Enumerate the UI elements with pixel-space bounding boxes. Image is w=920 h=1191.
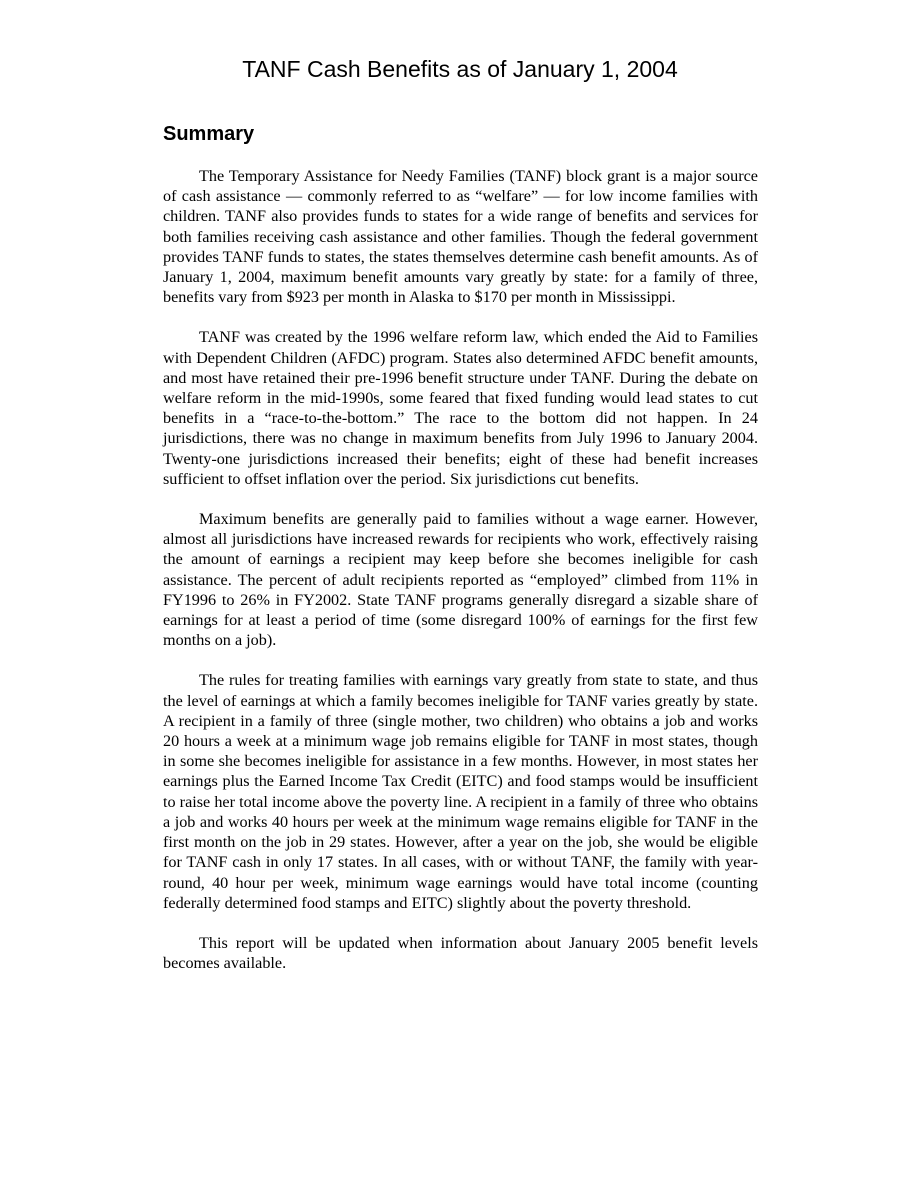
paragraph-work-rewards: Maximum benefits are generally paid to families without a wage earner. However, almost all jurisdictions have increased rewards for recipients who work, effectively raising the amount of earnings a recipient may keep before she becomes ineligible for cash assistance. The percent of adult recipients reported as “employed” climbed from 11% in FY1996 to 26% in FY2002. State TANF programs generally disregard a sizable share of earnings for at least a period of time (some disregard 100% of earnings for the first few months on a job). (163, 510, 758, 650)
summary-body (163, 166, 758, 993)
section-heading-summary: Summary (163, 123, 255, 145)
paragraph-update-note: This report will be updated when information about January 2005 benefit levels becomes available. (163, 933, 758, 973)
paragraph-history: TANF was created by the 1996 welfare reform law, which ended the Aid to Families with Dependent Children (AFDC) program. States also determined AFDC benefit amounts, and most have retained their pre-1996 benefit structure under TANF. During the debate on welfare reform in the mid-1990s, some feared that fixed funding would lead states to cut benefits in a “race-to-the-bottom.” The race to the bottom did not happen. In 24 jurisdictions, there was no change in maximum benefits from July 1996 to January 2004. Twenty-one jurisdictions increased their benefits; eight of these had benefit increases sufficient to offset inflation over the period. Six jurisdictions cut benefits. (163, 328, 758, 488)
document-title: TANF Cash Benefits as of January 1, 2004 (242, 56, 678, 82)
paragraph-intro: The Temporary Assistance for Needy Families (TANF) block grant is a major source of cash assistance — commonly referred to as “welfare” — for low income families with children. TANF also provides funds to states for a wide range of benefits and services for both families receiving cash assistance and other families. Though the federal government provides TANF funds to states, the states themselves determine cash benefit amounts. As of January 1, 2004, maximum benefit amounts vary greatly by state: for a family of three, benefits vary from $923 per month in Alaska to $170 per month in Mississippi. (163, 167, 758, 307)
paragraph-earnings-rules: The rules for treating families with earnings vary greatly from state to state, and thus the level of earnings at which a family becomes ineligible for TANF varies greatly by state. A recipient in a family of three (single mother, two children) who obtains a job and works 20 hours a week at a minimum wage job remains eligible for TANF in most states, though in some she becomes ineligible for assistance in a few months. However, in most states her earnings plus the Earned Income Tax Credit (EITC) and food stamps would be insufficient to raise her total income above the poverty line. A recipient in a family of three who obtains a job and works 40 hours per week at the minimum wage remains eligible for TANF in the first month on the job in 29 states. However, after a year on the job, she would be eligible for TANF cash in only 17 states. In all cases, with or without TANF, the family with year-round, 40 hour per week, minimum wage earnings would have total income (counting federally determined food stamps and EITC) slightly about the poverty threshold. (163, 671, 758, 912)
